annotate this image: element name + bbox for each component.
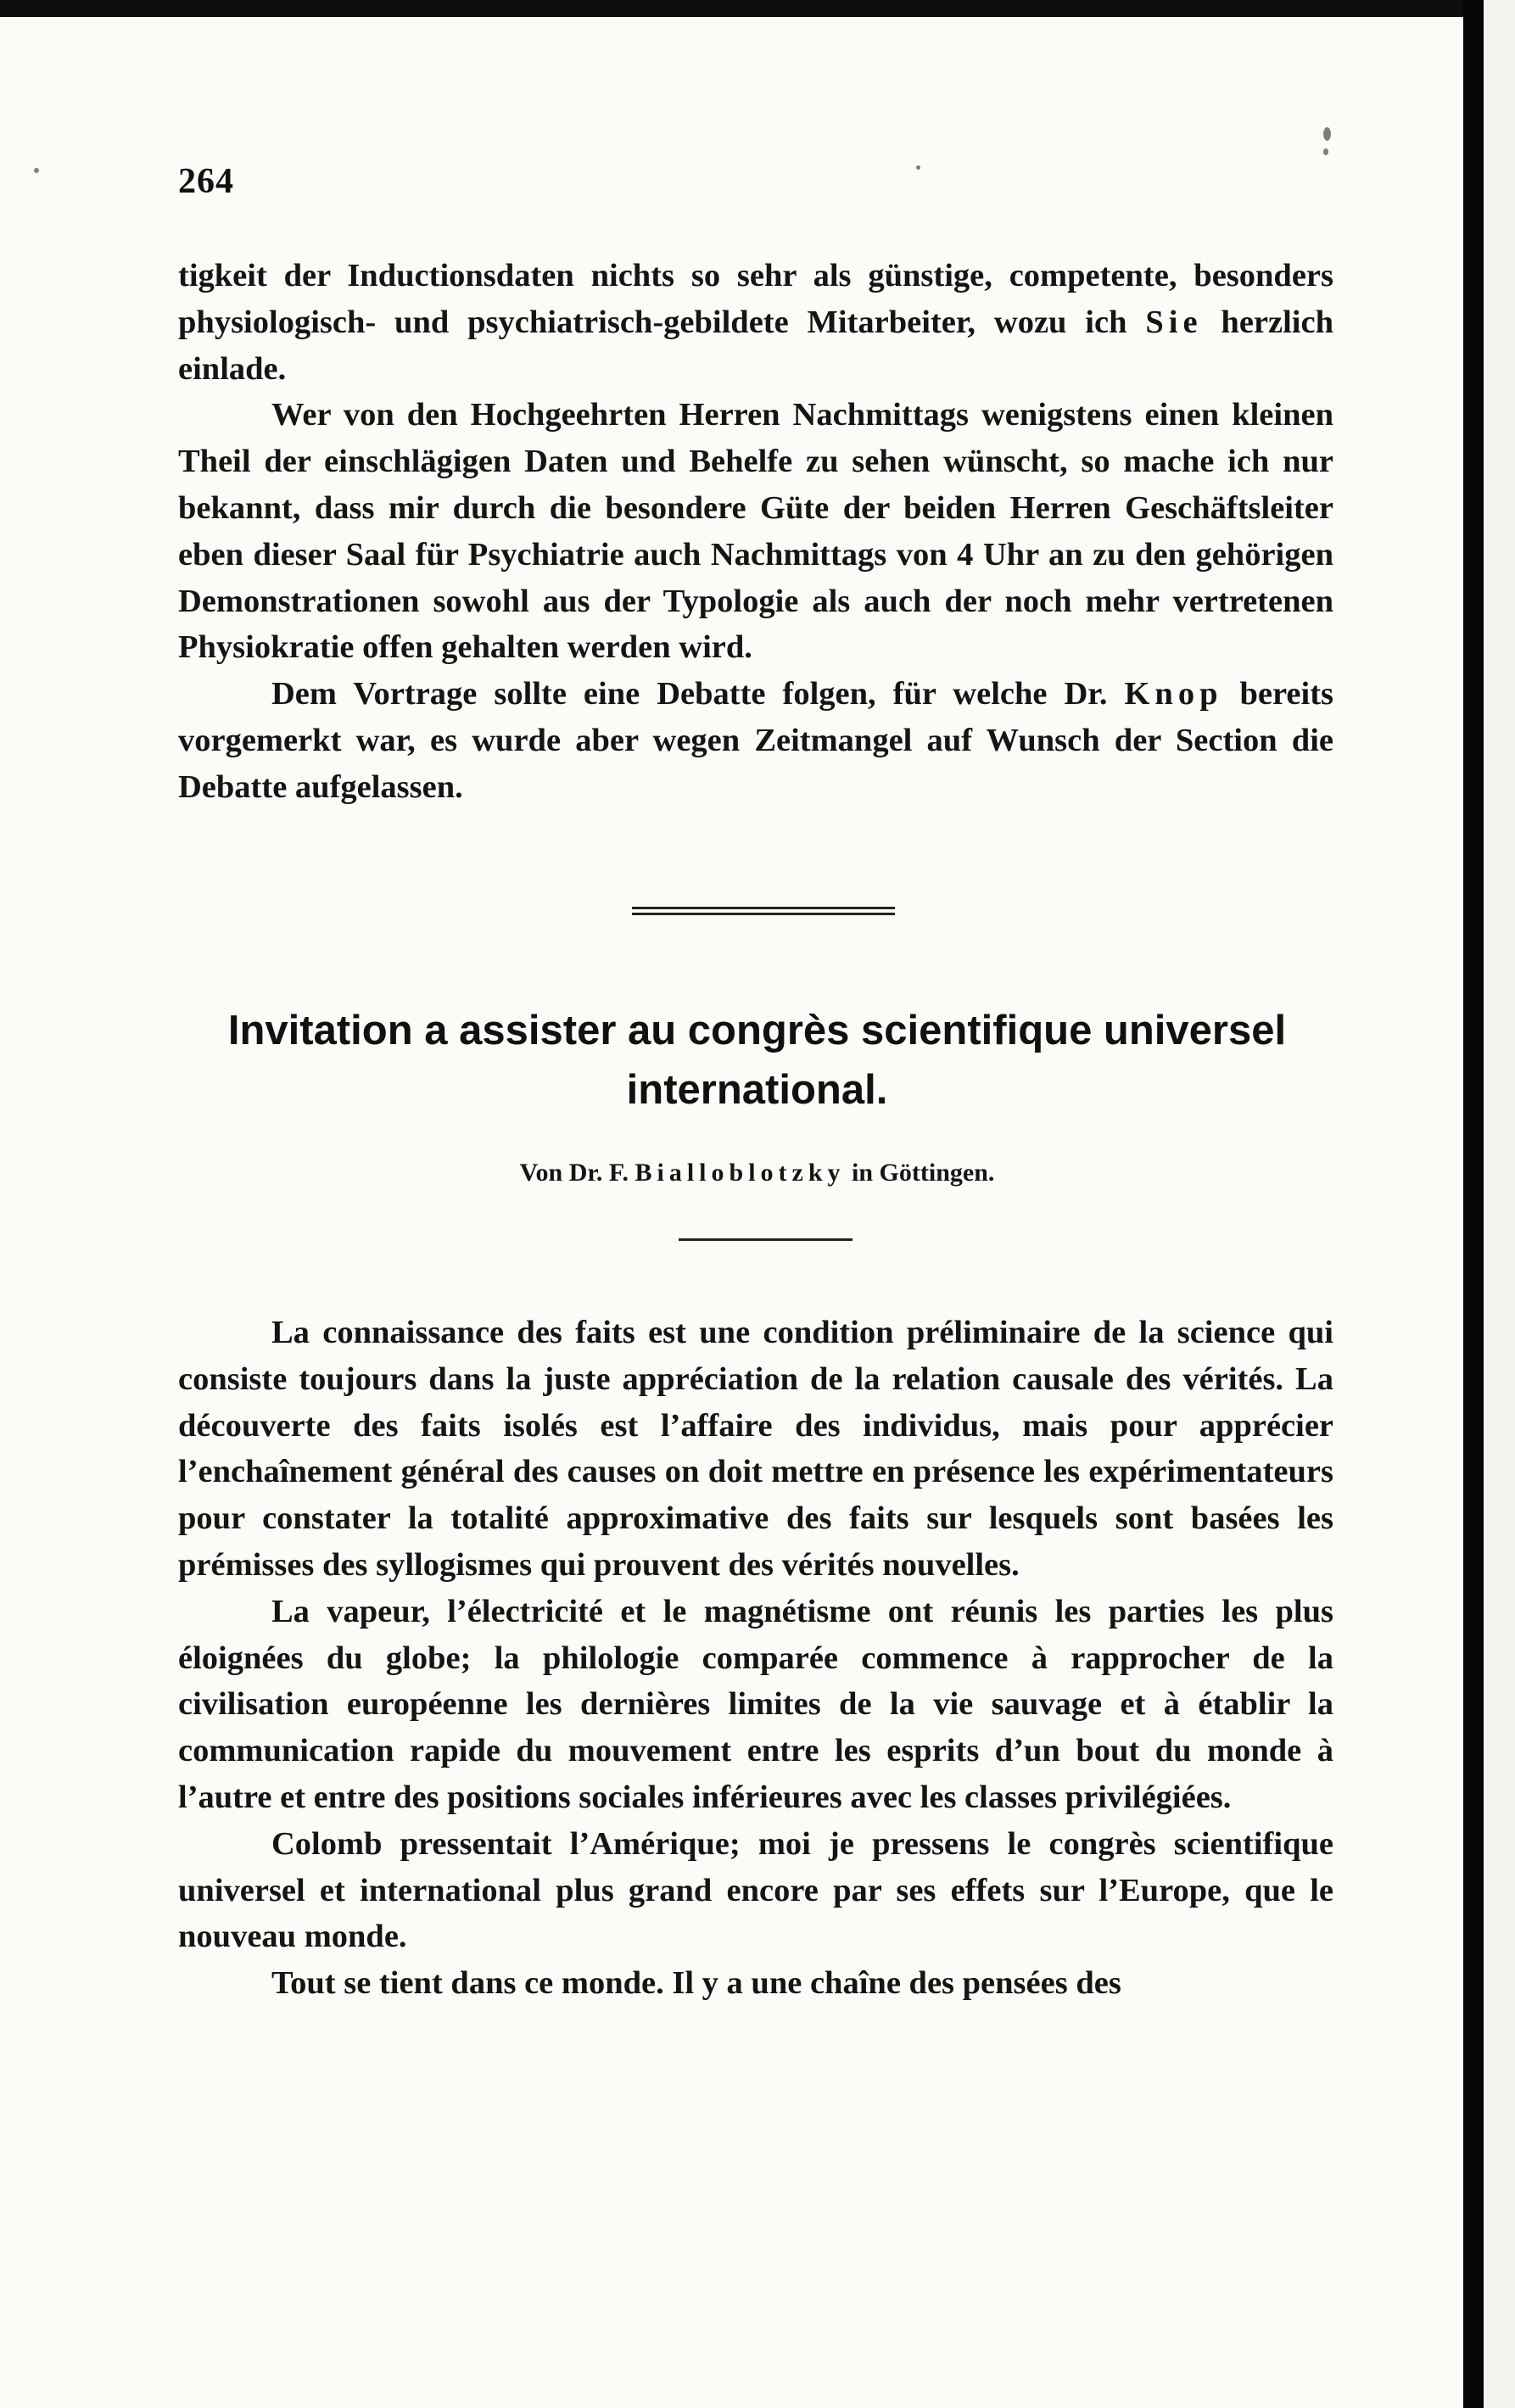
paragraph-text: La connaissance des faits est une condition préliminaire de la science qui consiste toujours dans la juste appréciation de la relation causale des vérités. La découverte des faits isolés est l’affaire des individus, mais pour apprécier l’enchaînement général des causes on doit mettre en présence les expérimentateurs pour constater la totalité approximative des faits sur lesquels sont basées les prémisses des syllogismes qui prouvent des vérités nouvelles. [178, 1315, 1333, 1583]
spaced-name: Knop [1124, 676, 1223, 712]
paragraph-text: bereits vorgemerkt war, es wurde aber wegen Zeitmangel auf Wunsch der Section die Debatte aufgelassen. [178, 676, 1334, 805]
article-title: Invitation a assister au congrès scientifique universel international. [227, 1008, 1287, 1113]
german-text-block [178, 253, 1333, 811]
scan-facing-page-edge [1484, 0, 1515, 2408]
paragraph-text: Tout se tient dans ce monde. Il y a une chaîne des pensées des [271, 1965, 1121, 2002]
german-paragraph [178, 671, 1333, 810]
paragraph-text: herzlich einlade. [178, 304, 1333, 387]
paragraph-text: La vapeur, l’électricité et le magnétisme ont réunis les parties les plus éloignées du globe; la philologie comparée commence à rapprocher de la civilisation européenne les dernières limites de la vie sauvage et à établir la communication rapide du mouvement entre les esprits d’un bout du monde à l’autre et entre des positions sociales inférieures avec les classes privilégiées. [178, 1593, 1333, 1815]
scan-speck [916, 165, 920, 170]
scan-speck [1323, 127, 1331, 141]
article-byline [178, 1159, 1336, 1187]
german-paragraph [178, 253, 1333, 392]
title-divider-rule [679, 1238, 853, 1241]
german-paragraph [178, 392, 1333, 671]
french-paragraph [178, 1310, 1333, 1589]
french-paragraph [178, 1821, 1333, 1960]
scan-speck [1323, 148, 1328, 155]
byline-author: Bialloblotzky [635, 1159, 846, 1187]
page-number: 264 [178, 162, 234, 201]
french-text-block [178, 1310, 1333, 2007]
book-page [0, 17, 1463, 2408]
scan-border-top [0, 0, 1515, 17]
section-divider-double-rule [632, 907, 895, 915]
french-paragraph [178, 1960, 1333, 2007]
byline-suffix: in Göttingen. [845, 1159, 995, 1187]
paragraph-text: Wer von den Hochgeehrten Herren Nachmittags wenigstens einen kleinen Theil der einschlägigen Daten und Behelfe zu sehen wünscht, so mache ich nur bekannt, dass mir durch die besondere Güte der beiden Herren Geschäftsleiter eben dieser Saal für Psychiatrie auch Nachmittags von 4 Uhr an zu den gehörigen Demonstrationen sowohl aus der Typologie als auch der noch mehr vertretenen Physiokratie offen gehalten werden wird. [178, 397, 1333, 666]
paragraph-text: tigkeit der Inductionsdaten nichts so sehr als günstige, competente, besonders physiologisch- und psychiatrisch-gebildete Mitarbeiter, wozu ich [178, 258, 1333, 340]
byline-prefix: Von Dr. F. [519, 1159, 635, 1187]
paragraph-text: Colomb pressentait l’Amérique; moi je pressens le congrès scientifique universel et international plus grand encore par ses effets sur l’Europe, que le nouveau monde. [178, 1825, 1333, 1955]
spaced-name: Sie [1145, 304, 1203, 340]
scan-spine-shadow [1463, 0, 1484, 2408]
scan-speck [34, 168, 39, 173]
french-paragraph [178, 1589, 1333, 1821]
paragraph-text: Dem Vortrage sollte eine Debatte folgen, für welche Dr. [271, 676, 1125, 712]
